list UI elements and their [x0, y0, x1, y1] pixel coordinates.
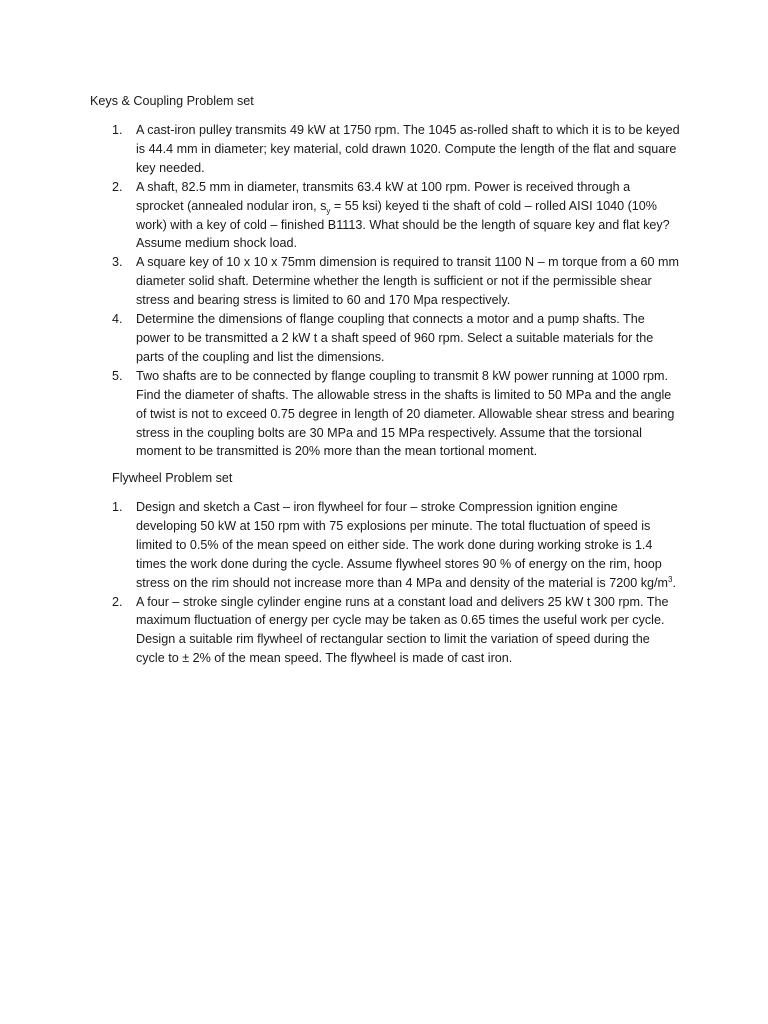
item-text: Determine the dimensions of flange coupling that connects a motor and a pump shafts. The power to be transmitted a 2 kW t a shaft speed of 960 rpm. Select a suitable materials for the parts of the coupling and list the dimensions.	[136, 312, 654, 364]
item-text-part: .	[672, 575, 676, 590]
item-text: A four – stroke single cylinder engine runs at a constant load and delivers 25 kW t 300 rpm. The maximum fluctuation of energy per cycle may be taken as 0.65 times the useful work per cycle. Design a suitable rim flywheel of rectangular section to limit the variation of speed during the cycle to ± 2% of the mean speed. The flywheel is made of cast iron.	[136, 594, 669, 666]
item-text: A square key of 10 x 10 x 75mm dimension is required to transit 1100 N – m torque from a 60 mm diameter solid shaft. Determine whether the length is sufficient or not if the permissible shear stress and bearing stress is limited to 60 and 170 Mpa respectively.	[136, 255, 679, 308]
item-text-part: Design and sketch a Cast – iron flywheel for four – stroke Compression ignition engine developing 50 kW at 150 rpm with 75 explosions per minute. The total fluctuation of speed is limited to 0.5% of the mean speed on either side. The work done during working stroke is 1.4 times the work done during the cycle. Assume flywheel stores 90 % of energy on the rim, hoop stress on the rim should not increase more than 4 MPa and density of the material is 7200 kg/m	[136, 500, 669, 590]
item-number: 3.	[112, 255, 123, 270]
list-item	[112, 367, 681, 462]
superscript: 3	[668, 574, 673, 584]
flywheel-list	[112, 498, 681, 668]
subscript: y	[326, 206, 331, 216]
list-item	[112, 253, 681, 310]
list-item	[112, 498, 681, 593]
item-text	[136, 180, 670, 251]
item-number: 4.	[112, 312, 123, 327]
item-text	[136, 500, 676, 590]
item-number: 1.	[112, 500, 123, 514]
section-title: Flywheel Problem set	[112, 471, 233, 485]
item-text: Two shafts are to be connected by flange coupling to transmit 8 kW power running at 1000 rpm. Find the diameter of shafts. The allowable stress in the shafts is limited to 50 MPa and the angle of twist is not to exceed 0.75 degree in length of 20 diameter. Allowable shear stress and bearing stress in the coupling bolts are 30 MPa and 15 MPa respectively. Assume that the torsional moment to be transmitted is 20% more than the mean tortional moment.	[136, 368, 675, 459]
list-item	[112, 593, 681, 669]
item-text-part: = 55 ksi) keyed ti the shaft of cold – rolled AISI 1040 (10% work) with a key of cold – finished B1113. What should be the length of square key and flat key? Assume medium shock load.	[136, 198, 670, 251]
list-item	[112, 178, 681, 254]
item-number: 5.	[112, 368, 123, 383]
item-text: A cast-iron pulley transmits 49 kW at 1750 rpm. The 1045 as-rolled shaft to which it is to be keyed is 44.4 mm in diameter; key material, cold drawn 1020. Compute the length of the flat and square key needed.	[136, 123, 680, 175]
list-item	[112, 121, 681, 178]
page-title: Keys & Coupling Problem set	[90, 94, 254, 108]
item-number: 1.	[112, 123, 123, 137]
item-text-part: A shaft, 82.5 mm in diameter, transmits 63.4 kW at 100 rpm. Power is received through a sprocket (annealed nodular iron, s	[136, 179, 631, 213]
list-item	[112, 310, 681, 367]
item-number: 2.	[112, 179, 123, 194]
keys-coupling-list	[112, 121, 681, 461]
item-number: 2.	[112, 594, 123, 609]
